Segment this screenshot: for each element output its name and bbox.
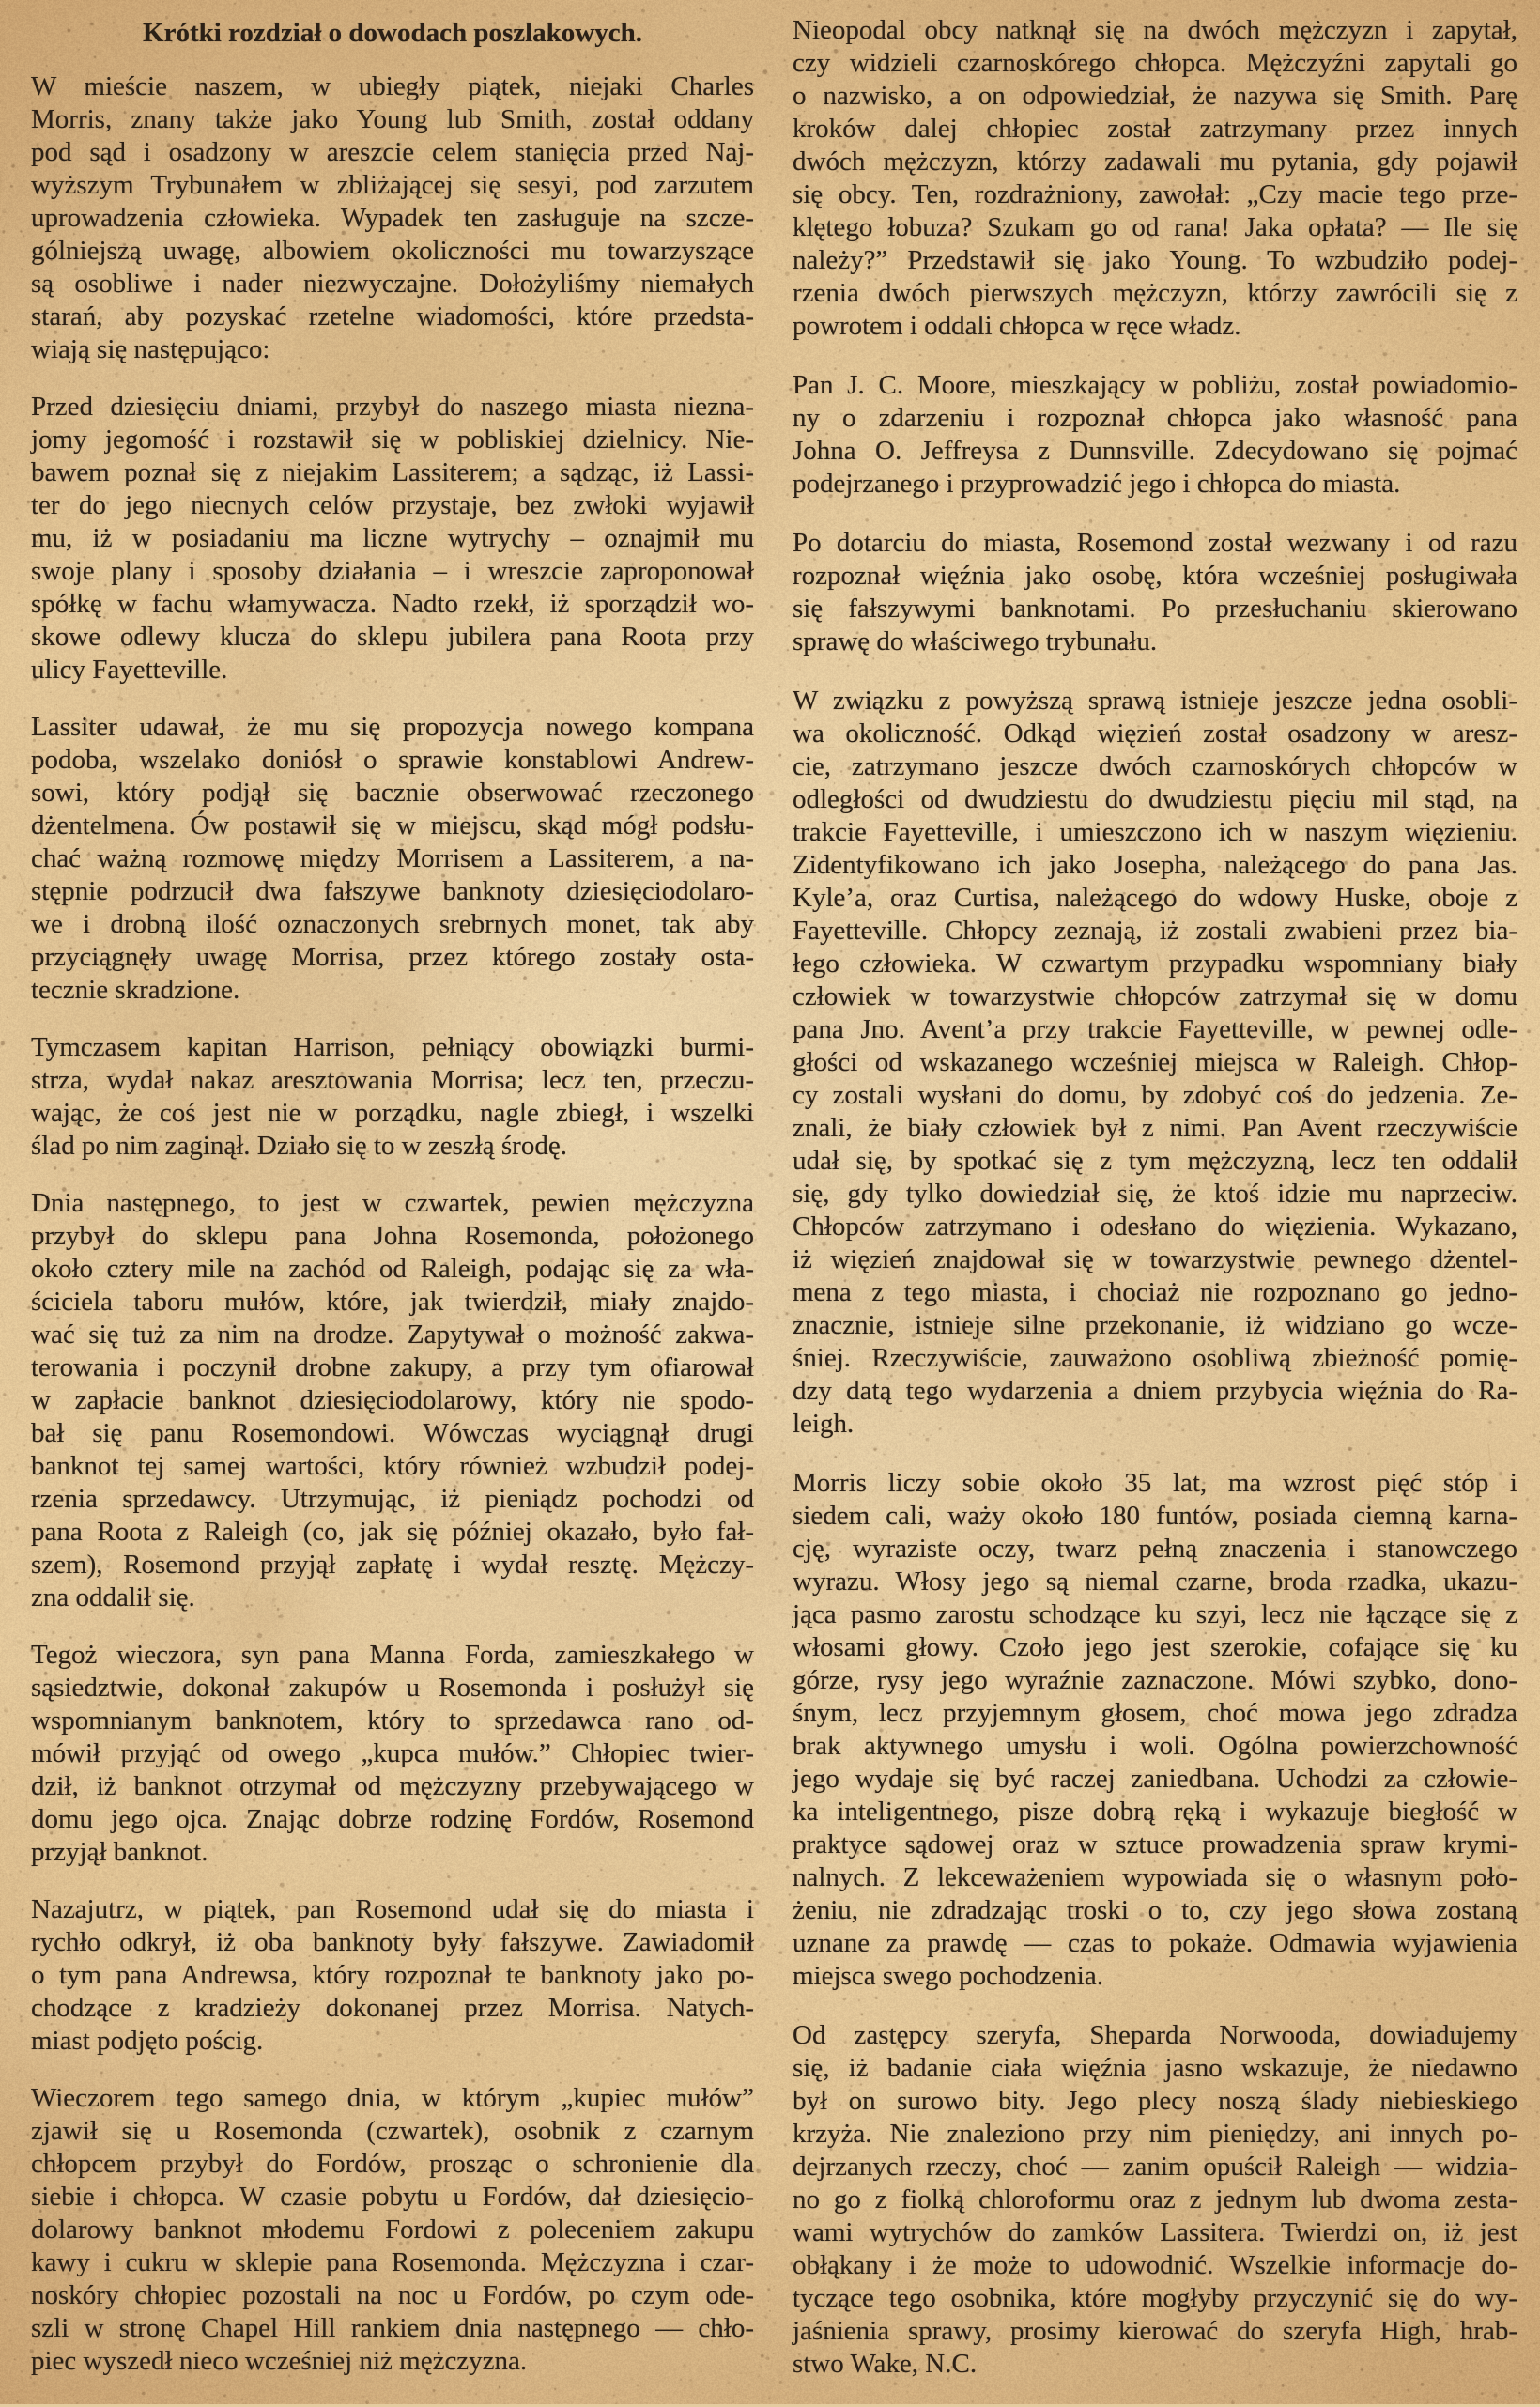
text-line: tecznie skradzione.: [31, 975, 240, 1005]
text-line: miast podjęto pościg.: [31, 2026, 264, 2056]
text-line: się, gdy tylko dowiedział się, że ktoś idzie mu naprzeciw.: [793, 1179, 1517, 1209]
text-line: Tymczasem kapitan Harrison, pełniący obowiązki burmi-: [31, 1032, 754, 1062]
text-line: człowiek w towarzystwie chłopców zatrzymał się w domu: [793, 981, 1517, 1011]
paragraph: [31, 1639, 754, 1869]
text-line: ściciela taboru mułów, które, jak twierdził, miały znajdo-: [31, 1287, 754, 1317]
text-line: banknot tej samej wartości, który również wzbudził podej-: [31, 1451, 754, 1481]
text-line: starań, aby pozyskać rzetelne wiadomości, które przedsta-: [31, 301, 754, 332]
text-line: brak aktywnego umysłu i woli. Ogólna powierzchowność: [793, 1731, 1517, 1761]
text-line: jomy jegomość i rozstawił się w pobliskiej dzielnicy. Nie-: [31, 424, 754, 455]
paragraph: [31, 1187, 754, 1614]
text-line: są osobliwe i nader niezwyczajne. Dołożyliśmy niemałych: [31, 269, 754, 299]
text-line: się obcy. Ten, rozdrażniony, zawołał: „Czy macie tego prze-: [793, 179, 1517, 209]
text-line: strza, wydał nakaz aresztowania Morrisa; lecz ten, przeczu-: [31, 1065, 754, 1095]
text-line: wami wytrychów do zamków Lassitera. Twierdzi on, iż jest: [793, 2217, 1517, 2247]
text-line: zjawił się u Rosemonda (czwartek), osobnik z czarnym: [31, 2116, 754, 2146]
text-line: bał się panu Rosemondowi. Wówczas wyciągnął drugi: [31, 1418, 754, 1448]
text-line: siedem cali, waży około 180 funtów, posiada ciemną karna-: [793, 1501, 1517, 1531]
text-line: wając, że coś jest nie w porządku, nagle zbiegł, i wszelki: [31, 1098, 754, 1128]
text-line: siebie i chłopca. W czasie pobytu u Fordów, dał dziesięcio-: [31, 2182, 754, 2212]
paragraph: [31, 1031, 754, 1163]
text-line: ny o zdarzeniu i rozpoznał chłopca jako własność pana: [793, 403, 1517, 433]
text-line: chać ważną rozmowę między Morrisem a Lassiterem, a na-: [31, 843, 754, 873]
text-line: we i drobną ilość oznaczonych srebrnych monet, tak aby: [31, 909, 754, 939]
text-line: cie, zatrzymano jeszcze dwóch czarnoskórych chłopców w: [793, 751, 1517, 781]
text-line: Przed dziesięciu dniami, przybył do naszego miasta niezna-: [31, 392, 754, 422]
text-line: domu jego ojca. Znając dobrze rodzinę Fordów, Rosemond: [31, 1804, 754, 1834]
text-line: ulicy Fayetteville.: [31, 655, 228, 685]
paragraph: [793, 527, 1517, 658]
text-line: podoba, wszelako doniósł o sprawie konstablowi Andrew-: [31, 745, 754, 775]
text-line: piec wyszedł nieco wcześniej niż mężczyzna.: [31, 2346, 528, 2376]
text-line: przybył do sklepu pana Johna Rosemonda, położonego: [31, 1221, 754, 1251]
text-line: zna oddalił się.: [31, 1582, 195, 1612]
text-line: chodzące z kradzieży dokonanej przez Morrisa. Natych-: [31, 1993, 754, 2023]
text-line: pod sąd i osadzony w areszcie celem stanięcia przed Naj-: [31, 137, 754, 167]
text-line: Po dotarciu do miasta, Rosemond został wezwany i od razu: [793, 528, 1517, 558]
text-line: iż więzień znajdował się w towarzystwie pewnego dżentel-: [793, 1244, 1517, 1274]
text-line: jąca pasmo zarostu schodzące ku szyi, lecz nie łączące się z: [793, 1599, 1517, 1629]
text-line: wiają się następująco:: [31, 334, 270, 364]
text-line: bawem poznał się z niejakim Lassiterem; a sądząc, iż Lassi-: [31, 457, 754, 487]
text-line: chłopcem przybył do Fordów, prosząc o schronienie dla: [31, 2149, 754, 2179]
text-line: się, iż badanie ciała więźnia jasno wskazuje, że niedawno: [793, 2053, 1517, 2083]
text-line: dejrzanych rzeczy, choć — zanim opuścił Raleigh — widzia-: [793, 2152, 1517, 2182]
text-line: przyciągnęły uwagę Morrisa, przez którego zostały osta-: [31, 942, 754, 972]
paragraph: [793, 1467, 1517, 1993]
text-line: dżentelmena. Ów postawił się w miejscu, skąd mógł podsłu-: [31, 810, 754, 841]
text-line: stępnie podrzucił dwa fałszywe banknoty dziesięciodolaro-: [31, 876, 754, 906]
text-line: odległości od dwudziestu do dwudziestu pięciu mil stąd, na: [793, 784, 1517, 814]
text-line: jaśnienia sprawy, prosimy kierować do szeryfa High, hrab-: [793, 2316, 1517, 2346]
text-line: wspomnianym banknotem, który to sprzedawca rano od-: [31, 1705, 754, 1736]
text-line: żeniu, nie zdradzając troski o to, czy jego słowa zostaną: [793, 1895, 1517, 1925]
text-line: górze, rysy jego wyraźnie zaznaczone. Mówi szybko, dono-: [793, 1665, 1517, 1695]
paragraph: [31, 711, 754, 1007]
text-line: miejsca swego pochodzenia.: [793, 1961, 1103, 1991]
text-line: ka inteligentnego, pisze dobrą ręką i wykazuje biegłość w: [793, 1797, 1517, 1827]
text-line: Pan J. C. Moore, mieszkający w pobliżu, został powiadomio-: [793, 370, 1517, 400]
text-line: obłąkany i że może to udowodnić. Wszelkie informacje do-: [793, 2250, 1517, 2280]
text-line: sprawę do właściwego trybunału.: [793, 626, 1158, 656]
paragraph: [793, 369, 1517, 501]
text-line: dwóch mężczyzn, którzy zadawali mu pytania, gdy pojawił: [793, 147, 1517, 177]
text-line: Johna O. Jeffreysa z Dunnsville. Zdecydowano się pojmać: [793, 436, 1517, 466]
text-line: dolarowy banknot młodemu Fordowi z poleceniem zakupu: [31, 2214, 754, 2245]
text-line: pana Roota z Raleigh (co, jak się później okazało, było fał-: [31, 1517, 754, 1547]
text-line: W mieście naszem, w ubiegły piątek, niejaki Charles: [31, 71, 754, 101]
text-line: Chłopców zatrzymano i odesłano do więzienia. Wykazano,: [793, 1211, 1517, 1242]
paragraph: [31, 70, 754, 366]
right-column: [793, 14, 1517, 2407]
text-line: dzy datą tego wydarzenia a dniem przybycia więźnia do Ra-: [793, 1376, 1517, 1406]
text-line: praktyce sądowej oraz w sztuce prowadzenia spraw krymi-: [793, 1829, 1517, 1859]
text-line: udał się, by spotkać się z tym mężczyzną, lecz ten oddalił: [793, 1146, 1517, 1176]
text-line: swoje plany i sposoby działania – i wreszcie zaproponował: [31, 556, 754, 586]
text-line: rzenia dwóch pierwszych mężczyzn, którzy zawrócili się z: [793, 278, 1517, 308]
text-line: nalnych. Z lekceważeniem wypowiada się o własnym poło-: [793, 1862, 1517, 1892]
text-line: trakcie Fayetteville, i umieszczono ich w naszym więzieniu.: [793, 817, 1517, 847]
text-line: należy?” Przedstawił się jako Young. To wzbudziło podej-: [793, 245, 1517, 275]
text-line: jego wydaje się być raczej zaniedbana. Uchodzi za człowie-: [793, 1764, 1517, 1794]
paragraph: [31, 1893, 754, 2058]
text-line: śniej. Rzeczywiście, zauważono osobliwą zbieżność pomię-: [793, 1343, 1517, 1373]
paragraph: [793, 14, 1517, 343]
text-line: powrotem i oddali chłopca w ręce władz.: [793, 311, 1241, 341]
text-line: klętego łobuza? Szukam go od rana! Jaka opłata? — Ile się: [793, 212, 1517, 242]
text-line: terowania i poczynił drobne zakupy, a przy tym ofiarował: [31, 1352, 754, 1382]
text-line: mena z tego miasta, i chociaż nie rozpoznano go jedno-: [793, 1277, 1517, 1307]
text-line: skowe odlewy klucza do sklepu jubilera pana Roota przy: [31, 622, 754, 652]
text-line: W związku z powyższą sprawą istnieje jeszcze jedna osobli-: [793, 686, 1517, 716]
text-line: wać się tuż za nim na drodze. Zapytywał o możność zakwa-: [31, 1319, 754, 1350]
text-line: Nieopodal obcy natknął się na dwóch mężczyzn i zapytał,: [793, 15, 1517, 45]
text-line: Tegoż wieczora, syn pana Manna Forda, zamieszkałego w: [31, 1640, 754, 1670]
text-line: kroków dalej chłopiec został zatrzymany przez innych: [793, 114, 1517, 144]
text-line: uznane za prawdę — czas to pokaże. Odmawia wyjawienia: [793, 1928, 1517, 1958]
text-line: czy widzieli czarnoskórego chłopca. Mężczyźni zapytali go: [793, 48, 1517, 78]
text-line: spółkę w fachu włamywacza. Nadto rzekł, iż sporządził wo-: [31, 589, 754, 619]
article-title: Krótki rozdział o dowodach poszlakowych.: [143, 18, 642, 48]
text-line: mówił przyjąć od owego „kupca mułów.” Chłopiec twier-: [31, 1738, 754, 1768]
text-line: sąsiedztwie, dokonał zakupów u Rosemonda i posłużył się: [31, 1673, 754, 1703]
text-line: rozpoznał więźnia jako osobę, która wcześniej posługiwała: [793, 561, 1517, 591]
text-line: rychło odkrył, iż oba banknoty były fałszywe. Zawiadomił: [31, 1927, 754, 1957]
text-line: przyjął banknot.: [31, 1837, 208, 1867]
text-line: ter do jego niecnych celów przystaje, bez zwłoki wyjawił: [31, 490, 754, 520]
text-line: Morris liczy sobie około 35 lat, ma wzrost pięć stóp i: [793, 1468, 1517, 1498]
text-line: łego człowieka. W czwartym przypadku wspomniany biały: [793, 949, 1517, 979]
text-line: znacznie, istnieje silne przekonanie, iż widziano go wcze-: [793, 1310, 1517, 1340]
text-line: około cztery mile na zachód od Raleigh, podając się za wła-: [31, 1254, 754, 1284]
text-line: tyczące tego osobnika, które mogłyby przyczynić się do wy-: [793, 2283, 1517, 2313]
text-line: cy zostali wysłani do domu, by zdobyć coś do jedzenia. Ze-: [793, 1080, 1517, 1110]
paragraph: [793, 685, 1517, 1441]
text-line: Dnia następnego, to jest w czwartek, pewien mężczyzna: [31, 1188, 754, 1218]
text-line: mu, iż w posiadaniu ma liczne wytrychy – oznajmił mu: [31, 523, 754, 553]
text-line: dził, iż banknot otrzymał od mężczyzny przebywającego w: [31, 1771, 754, 1801]
text-line: sowi, który podjął się bacznie obserwować rzeczonego: [31, 778, 754, 808]
text-line: krzyża. Nie znaleziono przy nim pieniędzy, ani innych po-: [793, 2119, 1517, 2149]
text-line: się fałszywymi banknotami. Po przesłuchaniu skierowano: [793, 594, 1517, 624]
text-line: śnym, lecz przyjemnym głosem, choć mowa jego zdradza: [793, 1698, 1517, 1728]
text-line: szli w stronę Chapel Hill rankiem dnia następnego — chło-: [31, 2313, 754, 2343]
text-line: Od zastępcy szeryfa, Sheparda Norwooda, dowiadujemy: [793, 2020, 1517, 2050]
text-line: Wieczorem tego samego dnia, w którym „kupiec mułów”: [31, 2083, 754, 2113]
text-line: o nazwisko, a on odpowiedział, że nazywa się Smith. Parę: [793, 81, 1517, 111]
text-line: szem), Rosemond przyjął zapłatę i wydał resztę. Mężczy-: [31, 1550, 754, 1580]
text-line: stwo Wake, N.C.: [793, 2349, 978, 2379]
text-line: Lassiter udawał, że mu się propozycja nowego kompana: [31, 712, 754, 742]
text-line: o tym pana Andrewsa, który rozpoznał te banknoty jako po-: [31, 1960, 754, 1990]
text-line: no go z fiolką chloroformu oraz z jednym lub dwoma zesta-: [793, 2184, 1517, 2214]
text-line: głości od wskazanego wcześniej miejsca w Raleigh. Chłop-: [793, 1047, 1517, 1077]
text-line: włosami głowy. Czoło jego jest szerokie, cofające się ku: [793, 1632, 1517, 1662]
text-line: leigh.: [793, 1409, 855, 1439]
text-line: Fayetteville. Chłopcy zeznają, iż zostali zwabieni przez bia-: [793, 916, 1517, 946]
text-line: w zapłacie banknot dziesięciodolarowy, który nie spodo-: [31, 1385, 754, 1415]
paragraph: [31, 2082, 754, 2378]
left-column: [31, 17, 754, 2402]
text-line: kawy i cukru w sklepie pana Rosemonda. Mężczyzna i czar-: [31, 2247, 754, 2277]
text-line: wyższym Trybunałem w zbliżającej się sesyi, pod zarzutem: [31, 170, 754, 200]
text-line: noskóry chłopiec pozostali na noc u Fordów, po czym ode-: [31, 2280, 754, 2310]
text-line: podejrzanego i przyprowadzić jego i chłopca do miasta.: [793, 469, 1401, 499]
text-line: rzenia sprzedawcy. Utrzymując, iż pieniądz pochodzi od: [31, 1484, 754, 1514]
paragraph: [793, 2019, 1517, 2381]
text-line: ślad po nim zaginął. Działo się to w zeszłą środę.: [31, 1131, 567, 1161]
text-line: Kyle’a, oraz Curtisa, należącego do wdowy Huske, oboje z: [793, 883, 1517, 913]
text-line: wa okoliczność. Odkąd więzień został osadzony w aresz-: [793, 718, 1517, 748]
text-line: Morris, znany także jako Young lub Smith, został oddany: [31, 104, 754, 134]
text-line: gólniejszą uwagę, albowiem okoliczności mu towarzyszące: [31, 236, 754, 266]
text-line: uprowadzenia człowieka. Wypadek ten zasługuje na szcze-: [31, 203, 754, 233]
text-line: Zidentyfikowano ich jako Josepha, należącego do pana Jas.: [793, 850, 1517, 880]
text-line: wyrazu. Włosy jego są niemal czarne, broda rzadka, ukazu-: [793, 1566, 1517, 1597]
text-line: pana Jno. Avent’a przy trakcie Fayetteville, w pewnej odle-: [793, 1014, 1517, 1044]
text-line: cję, wyraziste oczy, twarz pełną znaczenia i stanowczego: [793, 1534, 1517, 1564]
text-line: Nazajutrz, w piątek, pan Rosemond udał się do miasta i: [31, 1894, 754, 1924]
text-line: znali, że biały człowiek był z nimi. Pan Avent rzeczywiście: [793, 1113, 1517, 1143]
paragraph: [31, 391, 754, 687]
text-line: był on surowo bity. Jego plecy noszą ślady niebieskiego: [793, 2086, 1517, 2116]
